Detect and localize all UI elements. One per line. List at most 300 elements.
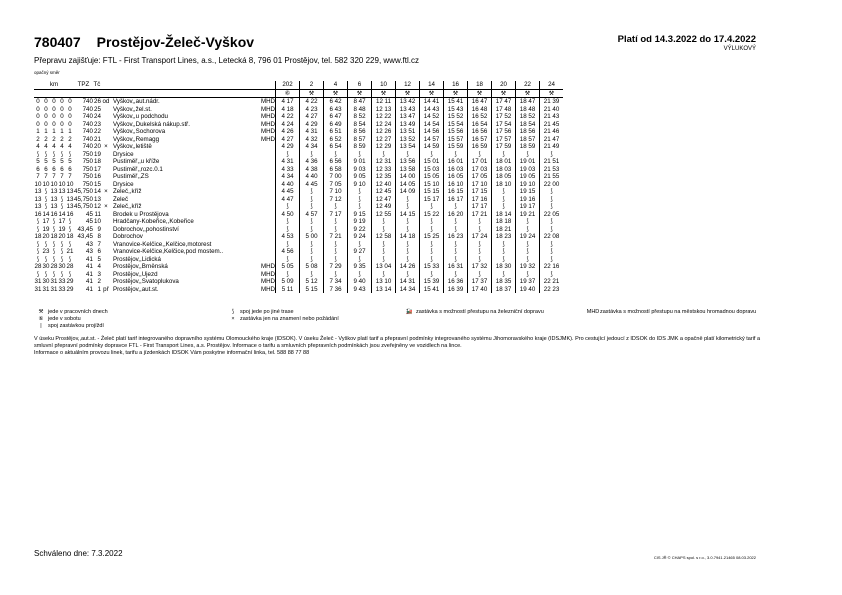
km-cell: ⟆ [36, 240, 40, 248]
station-name: Pustiměř,,rozc.0.1 [112, 165, 163, 173]
departure-time: 6 54 [324, 143, 348, 151]
departure-time: 8 48 [348, 106, 372, 114]
departure-time: ⟆ [492, 271, 516, 279]
km-cell: ⟆ [60, 248, 64, 255]
marker-cell [101, 136, 111, 144]
km-cell: ⟆ [60, 150, 64, 158]
mhd-cell [261, 233, 276, 241]
tc-cell: 18 [94, 158, 101, 165]
departure-time: 12 33 [372, 166, 396, 174]
station-name: Drysice [112, 150, 134, 158]
tpz-cell: 740 [82, 120, 93, 128]
legend-col-3 [402, 309, 544, 316]
timetable [34, 81, 563, 293]
km-cell: 0 [52, 120, 56, 128]
departure-time: 12 31 [372, 158, 396, 166]
departure-time: 19 32 [516, 263, 540, 271]
mhd-cell: MHD [260, 113, 276, 120]
trip-symbol-3: ⚒ [348, 89, 372, 98]
departure-time: 13 54 [396, 143, 420, 151]
tpz-cell: 740 [82, 128, 93, 135]
departure-time: 4 53 [276, 233, 300, 241]
marker-cell [101, 241, 111, 249]
departure-time: 16 47 [468, 98, 492, 106]
km-cell: 14 [42, 210, 50, 218]
km-cell: 13 [50, 188, 58, 195]
departure-time: ⟆ [300, 151, 324, 159]
marker-cell: × [104, 143, 108, 150]
departure-time: 9 15 [348, 211, 372, 219]
departure-time: 4 22 [300, 98, 324, 106]
table-row [34, 106, 563, 114]
departure-time: 17 17 [468, 203, 492, 211]
mhd-cell [261, 256, 276, 264]
marker-cell [101, 211, 111, 219]
departure-time: 9 10 [348, 181, 372, 189]
departure-time: ⟆ [540, 218, 564, 226]
departure-time: 16 17 [444, 196, 468, 204]
trip-symbol-10: ⚒ [516, 89, 540, 98]
km-cell: 13 [34, 188, 42, 195]
departure-time: 8 54 [348, 121, 372, 129]
departure-time: 18 05 [492, 173, 516, 181]
mhd-cell [261, 151, 276, 159]
departure-time: 19 21 [516, 211, 540, 219]
km-cell: 28 [34, 263, 42, 270]
km-cell: 7 [36, 173, 40, 180]
departure-time: ⟆ [300, 271, 324, 279]
departure-time: ⟆ [276, 151, 300, 159]
tpz-cell: 41 [86, 255, 93, 263]
departure-time: 18 21 [492, 226, 516, 234]
station-name: Vyškov,,letiště [112, 143, 152, 150]
departure-time: ⟆ [444, 271, 468, 279]
departure-time: 21 46 [540, 128, 564, 136]
km-cell: ⟆ [68, 218, 72, 225]
legend-item [34, 309, 108, 316]
departure-time: 17 21 [468, 211, 492, 219]
km-cell: 0 [60, 105, 64, 113]
tpz-cell: 43 [86, 248, 93, 255]
departure-time: 5 09 [276, 278, 300, 286]
station-name: Vranovice-Kelčice,Kelčice,pod mostem.. [112, 248, 224, 255]
km-cell: 0 [44, 113, 48, 120]
tpz-cell: 750 [82, 165, 93, 173]
departure-time: 4 27 [276, 136, 300, 144]
km-cell: ⟆ [36, 248, 40, 255]
departure-time: ⟆ [372, 151, 396, 159]
tc-cell: 4 [97, 263, 101, 270]
departure-time: 6 43 [324, 106, 348, 114]
departure-time: 16 52 [468, 113, 492, 121]
marker-cell: od [102, 98, 110, 105]
trip-number-1: 2 [300, 81, 324, 89]
km-cell: ⟆ [36, 225, 40, 233]
departure-time: ⟆ [396, 203, 420, 211]
marker-cell [101, 158, 111, 166]
table-row [34, 248, 563, 256]
direction-label: opačný směr [34, 70, 60, 75]
departure-time: ⟆ [468, 226, 492, 234]
departure-time: 6 42 [324, 98, 348, 106]
marker-cell [101, 113, 111, 121]
departure-time: 14 18 [396, 233, 420, 241]
station-name: Prostějov,,Lidická [112, 255, 161, 263]
km-cell: 6 [68, 165, 72, 173]
departure-time: ⟆ [276, 256, 300, 264]
departure-time: ⟆ [540, 241, 564, 249]
km-cell: 5 [36, 158, 40, 165]
table-row [34, 211, 563, 219]
km-cell: ⟆ [60, 270, 64, 278]
tc-cell: 20 [94, 143, 101, 150]
tc-cell: 26 [94, 98, 101, 105]
table-row [34, 196, 563, 204]
departure-time: 17 56 [492, 128, 516, 136]
km-cell: 19 [42, 225, 50, 233]
station-name: Vyškov,,u podchodu [112, 113, 168, 120]
km-cell: 28 [50, 263, 58, 270]
departure-time: 13 10 [372, 278, 396, 286]
departure-time: ⟆ [420, 248, 444, 256]
departure-time: ⟆ [540, 151, 564, 159]
departure-time: 13 04 [372, 263, 396, 271]
departure-time: ⟆ [324, 203, 348, 211]
tpz-cell: 750 [82, 180, 93, 188]
trip-number-9: 20 [492, 81, 516, 89]
departure-time: ⟆ [324, 271, 348, 279]
marker-cell [101, 218, 111, 226]
mhd-header [261, 81, 276, 89]
departure-time: 7 36 [324, 286, 348, 294]
marker-cell [101, 263, 111, 271]
departure-time: 4 45 [300, 181, 324, 189]
legend-symbol: ⟆ [231, 309, 235, 315]
trip-symbol-2: ⚒ [324, 89, 348, 98]
legend-text: zastávka s možností přestupu na železniční dopravu [416, 309, 544, 315]
departure-time: ⟆ [300, 241, 324, 249]
departure-time: 18 48 [516, 106, 540, 114]
station-name: Vyškov,,žel.st. [112, 105, 152, 113]
departure-time: 21 53 [540, 166, 564, 174]
tc-cell: 5 [97, 255, 101, 263]
departure-time: 15 56 [444, 128, 468, 136]
departure-time: 15 17 [420, 196, 444, 204]
tpz-cell: 41 [86, 263, 93, 270]
departure-time: 18 59 [516, 143, 540, 151]
legend-item [34, 323, 108, 330]
legend-text: jede v pracovních dnech [48, 309, 108, 315]
departure-time: 17 01 [468, 158, 492, 166]
km-cell: 2 [44, 135, 48, 143]
departure-time: 7 29 [324, 263, 348, 271]
departure-time: 5 15 [300, 286, 324, 294]
departure-time: 18 30 [492, 263, 516, 271]
km-cell: 7 [52, 173, 56, 180]
km-cell: ⟆ [68, 255, 72, 263]
km-cell: 23 [42, 248, 50, 255]
km-cell: ⟆ [36, 270, 40, 278]
departure-time: 7 12 [324, 196, 348, 204]
departure-time: ⟆ [540, 188, 564, 196]
departure-time: ⟆ [372, 256, 396, 264]
departure-time: ⟆ [516, 248, 540, 256]
departure-time: 16 36 [444, 278, 468, 286]
table-row [34, 188, 563, 196]
departure-time: ⟆ [372, 241, 396, 249]
station-name: Pustiměř,,u kříže [112, 158, 160, 165]
closure-tag: VÝLUKOVÝ [723, 46, 756, 52]
departure-time: 12 24 [372, 121, 396, 129]
km-cell: ⟆ [52, 225, 56, 233]
km-cell: 10 [42, 180, 50, 188]
departure-time: 8 47 [348, 98, 372, 106]
marker-cell [101, 196, 111, 204]
station-name: Vranovice-Kelčice,,Kelčice,motorest [112, 240, 212, 248]
departure-time: 18 03 [492, 166, 516, 174]
departure-time: 5 08 [300, 263, 324, 271]
departure-time: 17 40 [468, 286, 492, 294]
departure-time: 21 39 [540, 98, 564, 106]
mhd-cell [261, 196, 276, 204]
km-cell: 13 [58, 188, 66, 195]
departure-time: 14 52 [420, 113, 444, 121]
mhd-cell [261, 241, 276, 249]
table-row [34, 278, 563, 286]
trip-number-7: 16 [444, 81, 468, 89]
departure-time: 22 21 [540, 278, 564, 286]
departure-time: 4 50 [276, 211, 300, 219]
departure-time: ⟆ [516, 256, 540, 264]
departure-time: 5 11 [276, 286, 300, 294]
departure-time: 15 43 [444, 106, 468, 114]
departure-time: 4 40 [276, 181, 300, 189]
departure-time: 14 57 [420, 136, 444, 144]
legend-symbol: MHD [586, 309, 600, 315]
note-1: V úseku Prostějov,,aut.st. - Želeč platí tarif integrovaného dopravního systému Olomouckého kraje (IDSOK). V úseku Želeč - Vyškov platí tarif a přepravní podmínky integrovaného systému Jihomoravského kraje (IDSJMK). Pro cestující jedoucí z IDSOK do IDS JMK a opačně platí kilometrický tarif a smluvní přepravní podmínky dopravce FTL - First Transport Lines, a.s. Prostějov. Informace o tarifu a smluvních přepravních podmínkách jsou zveřejněny ve vozidlech na lince. [34, 336, 761, 349]
departure-time: 15 54 [444, 121, 468, 129]
departure-time: ⟆ [540, 248, 564, 256]
km-cell: ⟆ [52, 270, 56, 278]
km-cell: 2 [36, 135, 40, 143]
route-title: Prostějov-Želeč-Vyškov [96, 34, 255, 50]
departure-time: ⟆ [348, 256, 372, 264]
km-cell: 0 [44, 105, 48, 113]
departure-time: 4 47 [276, 196, 300, 204]
km-cell: 18 [34, 233, 42, 240]
departure-time: 17 57 [492, 136, 516, 144]
km-cell: 6 [36, 165, 40, 173]
departure-time: 12 45 [372, 188, 396, 196]
legend-text: jede v sobotu [48, 316, 81, 322]
marker-cell [101, 233, 111, 241]
tc-cell: 22 [94, 128, 101, 135]
km-cell: 16 [50, 210, 58, 218]
departure-time: 19 40 [516, 286, 540, 294]
tpz-cell: 740 [82, 105, 93, 113]
km-cell: 28 [66, 263, 74, 270]
km-cell: 16 [66, 210, 74, 218]
mhd-cell: MHD [260, 135, 276, 143]
departure-time: 4 31 [276, 158, 300, 166]
departure-time: 18 10 [492, 181, 516, 189]
departure-time: 18 18 [492, 218, 516, 226]
departure-time: 17 03 [468, 166, 492, 174]
departure-time: 16 20 [444, 211, 468, 219]
km-cell: 29 [66, 278, 74, 285]
tpz-cell: 750 [82, 173, 93, 180]
km-cell: 4 [68, 143, 72, 150]
departure-time: 17 52 [492, 113, 516, 121]
departure-time: 4 36 [300, 158, 324, 166]
legend-item [402, 309, 544, 316]
tpz-cell: 45,750 [74, 188, 93, 195]
departure-time: ⟆ [444, 226, 468, 234]
tc-cell: 25 [94, 105, 101, 113]
departure-time: ⟆ [444, 248, 468, 256]
mhd-cell [261, 226, 276, 234]
trip-number-2: 4 [324, 81, 348, 89]
marker-cell: × [104, 203, 108, 210]
departure-time: ⟆ [468, 218, 492, 226]
departure-time: 13 52 [396, 136, 420, 144]
km-cell: 7 [44, 173, 48, 180]
table-row [34, 128, 563, 136]
km-cell: 13 [34, 203, 42, 210]
departure-time: 21 49 [540, 143, 564, 151]
departure-time: 16 57 [468, 136, 492, 144]
km-cell: ⟆ [36, 218, 40, 225]
marker-cell [101, 248, 111, 256]
marker-cell [101, 166, 111, 174]
departure-time: 6 56 [324, 158, 348, 166]
departure-time: 17 48 [492, 106, 516, 114]
station-name: Brodek u Prostějova [112, 210, 169, 218]
departure-time: ⟆ [396, 226, 420, 234]
departure-time: ⟆ [324, 256, 348, 264]
departure-time: 16 48 [468, 106, 492, 114]
tpz-cell: 41 [86, 278, 93, 285]
km-cell: ⟆ [60, 203, 64, 210]
km-cell: 0 [68, 98, 72, 105]
departure-time: 15 15 [420, 188, 444, 196]
departure-time: 13 51 [396, 128, 420, 136]
departure-time: 14 56 [420, 128, 444, 136]
station-header [111, 81, 261, 89]
km-cell: ⟆ [44, 255, 48, 263]
departure-time: ⟆ [396, 151, 420, 159]
mhd-cell: MHD [260, 263, 276, 270]
departure-time: 13 56 [396, 158, 420, 166]
tc-cell: 1 [97, 285, 101, 293]
mhd-cell: MHD [260, 278, 276, 285]
trip-symbol-0: ⑥ [276, 89, 300, 98]
departure-time: 9 40 [348, 278, 372, 286]
departure-time: 12 29 [372, 143, 396, 151]
km-cell: 0 [36, 120, 40, 128]
trip-number-8: 18 [468, 81, 492, 89]
legend-symbol: ⚒ [38, 309, 44, 315]
legend-symbol: ⑥ [38, 316, 44, 322]
departure-time: ⟆ [300, 188, 324, 196]
departure-time: 15 41 [420, 286, 444, 294]
departure-time: ⟆ [276, 241, 300, 249]
km-cell: 0 [44, 98, 48, 105]
legend-col-1 [34, 309, 108, 330]
departure-time: 18 57 [516, 136, 540, 144]
approved-date: Schváleno dne: 7.3.2022 [34, 549, 123, 558]
departure-time: 17 37 [468, 278, 492, 286]
departure-time: ⟆ [420, 151, 444, 159]
departure-time: 7 10 [324, 188, 348, 196]
trip-number-0: 202 [276, 81, 300, 89]
departure-time: 4 40 [300, 173, 324, 181]
line-number: 780407 [34, 34, 81, 50]
km-cell: ⟆ [52, 255, 56, 263]
departure-time: 21 55 [540, 173, 564, 181]
trip-symbol-5: ⚒ [396, 89, 420, 98]
km-cell: 7 [68, 173, 72, 180]
departure-time: ⟆ [348, 196, 372, 204]
departure-time: 13 47 [396, 113, 420, 121]
km-cell: ⟆ [44, 188, 48, 195]
departure-time: ⟆ [300, 196, 324, 204]
mhd-cell: MHD [260, 98, 276, 105]
km-cell: 16 [34, 210, 42, 218]
departure-time: 9 05 [348, 173, 372, 181]
km-cell: ⟆ [52, 240, 56, 248]
departure-time: ⟆ [540, 203, 564, 211]
departure-time: 6 51 [324, 128, 348, 136]
departure-time: 9 19 [348, 218, 372, 226]
departure-time: 12 47 [372, 196, 396, 204]
departure-time: 14 09 [396, 188, 420, 196]
departure-time: ⟆ [492, 151, 516, 159]
departure-time: ⟆ [540, 271, 564, 279]
km-cell: 13 [34, 195, 42, 203]
departure-time: 16 10 [444, 181, 468, 189]
km-cell: 10 [34, 180, 42, 188]
km-cell: 0 [52, 113, 56, 120]
departure-time: 16 31 [444, 263, 468, 271]
trip-number-4: 10 [372, 81, 396, 89]
departure-time: 18 01 [492, 158, 516, 166]
departure-time: 17 15 [468, 188, 492, 196]
km-cell: 5 [52, 158, 56, 165]
departure-time: ⟆ [348, 271, 372, 279]
departure-time: ⟆ [372, 218, 396, 226]
departure-time: 19 15 [516, 188, 540, 196]
departure-time: ⟆ [372, 226, 396, 234]
km-cell: 13 [66, 195, 74, 203]
legend-item [586, 309, 756, 316]
departure-time: 17 54 [492, 121, 516, 129]
departure-time: ⟆ [540, 226, 564, 234]
departure-time: 4 31 [300, 128, 324, 136]
departure-time: 5 05 [276, 263, 300, 271]
departure-time: ⟆ [300, 226, 324, 234]
km-cell: 1 [36, 128, 40, 135]
tpz-cell: 45 [86, 218, 93, 225]
timetable-header-row [34, 81, 563, 89]
tpz-header: TPZ [74, 81, 93, 89]
departure-time: 16 03 [444, 166, 468, 174]
departure-time: 16 23 [444, 233, 468, 241]
departure-time: 12 55 [372, 211, 396, 219]
km-cell: ⟆ [60, 195, 64, 203]
departure-time: 9 35 [348, 263, 372, 271]
departure-time: 15 57 [444, 136, 468, 144]
